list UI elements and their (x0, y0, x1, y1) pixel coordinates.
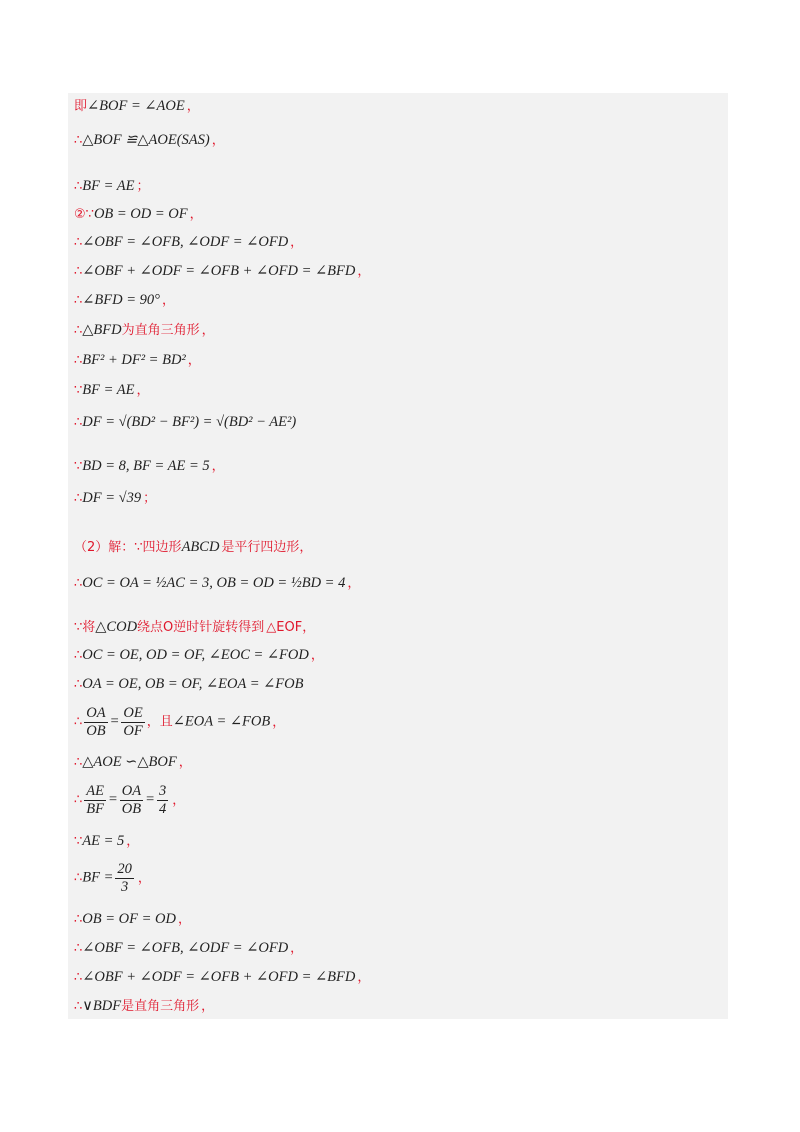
line-suffix: ； (136, 179, 150, 194)
solution-line (74, 491, 156, 506)
line-suffix: ， (211, 133, 225, 148)
math-expression: △BFD (82, 322, 122, 338)
math-expression: ∠OBF = ∠OFB, ∠ODF = ∠OFD (82, 940, 289, 956)
line-prefix: ②∵ (74, 207, 94, 222)
fraction (121, 705, 144, 739)
line-prefix: ∴ (74, 415, 83, 430)
line-suffix: ； (143, 491, 157, 506)
line-prefix: ∴ (74, 353, 83, 368)
math-expression: AE = 5 (82, 833, 125, 849)
solution-line (74, 834, 139, 849)
math-expression: ∠EOA = ∠FOB (172, 713, 271, 730)
line-prefix: ∴ (74, 648, 83, 663)
line-prefix: ∴ (74, 792, 83, 808)
math-expression: BF = AE (82, 382, 135, 398)
fraction (157, 783, 168, 817)
math-expression: ∠OBF = ∠OFB, ∠ODF = ∠OFD (82, 234, 289, 250)
line-prefix: ∴ (74, 133, 83, 148)
solution-panel (68, 93, 728, 1019)
line-suffix: ， (310, 648, 324, 663)
solution-line (74, 293, 175, 308)
line-suffix: ， (178, 755, 192, 770)
line-suffix: ， (172, 792, 186, 808)
line-prefix: ∴ (74, 235, 83, 250)
line-prefix: ∴ (74, 179, 83, 194)
solution-line (74, 941, 303, 956)
solution-line (74, 540, 312, 555)
line-suffix: ， (126, 834, 140, 849)
line-prefix: ∴ (74, 677, 83, 692)
line-prefix: ∵ (74, 383, 83, 398)
solution-line (74, 912, 191, 927)
line-suffix: 是平行四边形， (221, 540, 313, 555)
chinese-text: 四边形 (142, 540, 182, 555)
solution-line (74, 353, 201, 368)
math-expression: ∠BFD = 90° (82, 292, 160, 308)
solution-line (74, 99, 200, 114)
math-expression: OC = OE, OD = OF, ∠EOC = ∠FOD (82, 647, 309, 663)
fraction (120, 783, 143, 817)
solution-line (74, 207, 203, 222)
line-prefix: ∴ (74, 755, 83, 770)
line-suffix: ， (137, 870, 151, 886)
line-prefix: ∵将 (74, 620, 96, 635)
solution-line (74, 677, 303, 692)
line-suffix: ， (187, 353, 201, 368)
fraction-numerator: AE (86, 783, 104, 799)
math-expression: △AOE ∽△BOF (82, 754, 177, 770)
fraction-numerator: 3 (158, 783, 167, 799)
solution-line (74, 783, 185, 817)
line-prefix: ∴ (74, 714, 83, 730)
line-prefix: ∵ (74, 459, 83, 474)
math-expression: ∠OBF + ∠ODF = ∠OFB + ∠OFD = ∠BFD (82, 263, 356, 279)
line-suffix: ， (290, 941, 304, 956)
line-suffix: ， (186, 99, 200, 114)
solution-line (74, 705, 285, 739)
solution-line (74, 383, 150, 398)
line-suffix: ， (161, 293, 175, 308)
line-prefix: ∴ (74, 941, 83, 956)
line-suffix: ， (136, 383, 150, 398)
chinese-text: 绕点O逆时针旋转得到 (137, 620, 265, 635)
chinese-text: ，且 (146, 714, 173, 730)
solution-line (74, 755, 192, 770)
math-expression: BF = AE (82, 178, 135, 194)
math-expression: OB = OF = OD (82, 911, 176, 927)
fraction-denominator: BF (86, 800, 104, 817)
math-expression: △BOF ≌△AOE(SAS) (82, 132, 210, 148)
solution-line (74, 179, 150, 194)
solution-line (74, 323, 215, 338)
line-prefix: ∴ (74, 970, 83, 985)
math-expression: BD = 8, BF = AE = 5 (82, 458, 210, 474)
line-suffix: ， (347, 576, 361, 591)
line-prefix: ∴ (74, 323, 83, 338)
line-suffix: ， (189, 207, 203, 222)
equals-sign: = (108, 791, 118, 808)
line-prefix: 即 (74, 99, 88, 114)
math-expression: △COD (95, 619, 138, 635)
math-expression: ∠BOF = ∠AOE (87, 98, 185, 114)
fraction-numerator: OA (121, 783, 142, 799)
solution-line (74, 861, 151, 895)
fraction-denominator: OF (123, 722, 143, 739)
solution-line (74, 648, 324, 663)
line-prefix: ∵ (74, 834, 83, 849)
line-prefix: ∴ (74, 576, 83, 591)
line-prefix: ∴ (74, 999, 83, 1014)
line-prefix: ∴ (74, 293, 83, 308)
math-expression: OC = OA = ½AC = 3, OB = OD = ½BD = 4 (82, 575, 346, 591)
line-prefix: ∴ (74, 870, 83, 886)
fraction-denominator: 4 (158, 800, 167, 817)
fraction (115, 861, 134, 895)
solution-line (74, 264, 370, 279)
line-prefix: ∴ (74, 912, 83, 927)
line-prefix: （2）解：∵ (74, 540, 143, 555)
math-expression: DF = √(BD² − BF²) = √(BD² − AE²) (82, 414, 297, 430)
solution-line (74, 235, 303, 250)
line-suffix: ， (177, 912, 191, 927)
line-prefix: ∴ (74, 264, 83, 279)
math-expression: BF² + DF² = BD² (82, 352, 186, 368)
fraction-denominator: OB (86, 722, 106, 739)
line-suffix: ， (201, 999, 215, 1014)
line-suffix: ， (357, 264, 371, 279)
solution-line (74, 459, 225, 474)
fraction-denominator: OB (121, 800, 142, 817)
chinese-text: 为直角三角形 (121, 323, 200, 338)
math-expression: BF = (82, 869, 114, 886)
math-expression: ABCD (181, 539, 220, 555)
math-expression: ∠OBF + ∠ODF = ∠OFB + ∠OFD = ∠BFD (82, 969, 356, 985)
solution-line (74, 999, 214, 1014)
math-expression: OB = OD = OF (93, 206, 188, 222)
solution-line (74, 133, 225, 148)
fraction-denominator: 3 (121, 878, 129, 895)
line-suffix: ， (290, 235, 304, 250)
equals-sign: = (145, 791, 155, 808)
equals-sign: = (109, 713, 120, 730)
line-suffix: ， (272, 714, 286, 730)
solution-line (74, 620, 315, 635)
line-suffix: ， (201, 323, 215, 338)
solution-line (74, 576, 360, 591)
math-expression: ∨BDF (82, 998, 122, 1014)
fraction (84, 705, 107, 739)
line-prefix: ∴ (74, 491, 83, 506)
line-suffix: ， (357, 970, 371, 985)
fraction-numerator: OE (123, 705, 143, 721)
solution-line (74, 970, 370, 985)
fraction-numerator: 20 (117, 861, 132, 877)
fraction-numerator: OA (86, 705, 106, 721)
math-expression: OA = OE, OB = OF, ∠EOA = ∠FOB (82, 676, 304, 692)
fraction (84, 783, 106, 817)
line-suffix: △EOF， (266, 620, 316, 635)
math-expression: DF = √39 (82, 490, 142, 506)
chinese-text: 是直角三角形 (121, 999, 200, 1014)
solution-line (74, 415, 296, 430)
line-suffix: ， (211, 459, 225, 474)
